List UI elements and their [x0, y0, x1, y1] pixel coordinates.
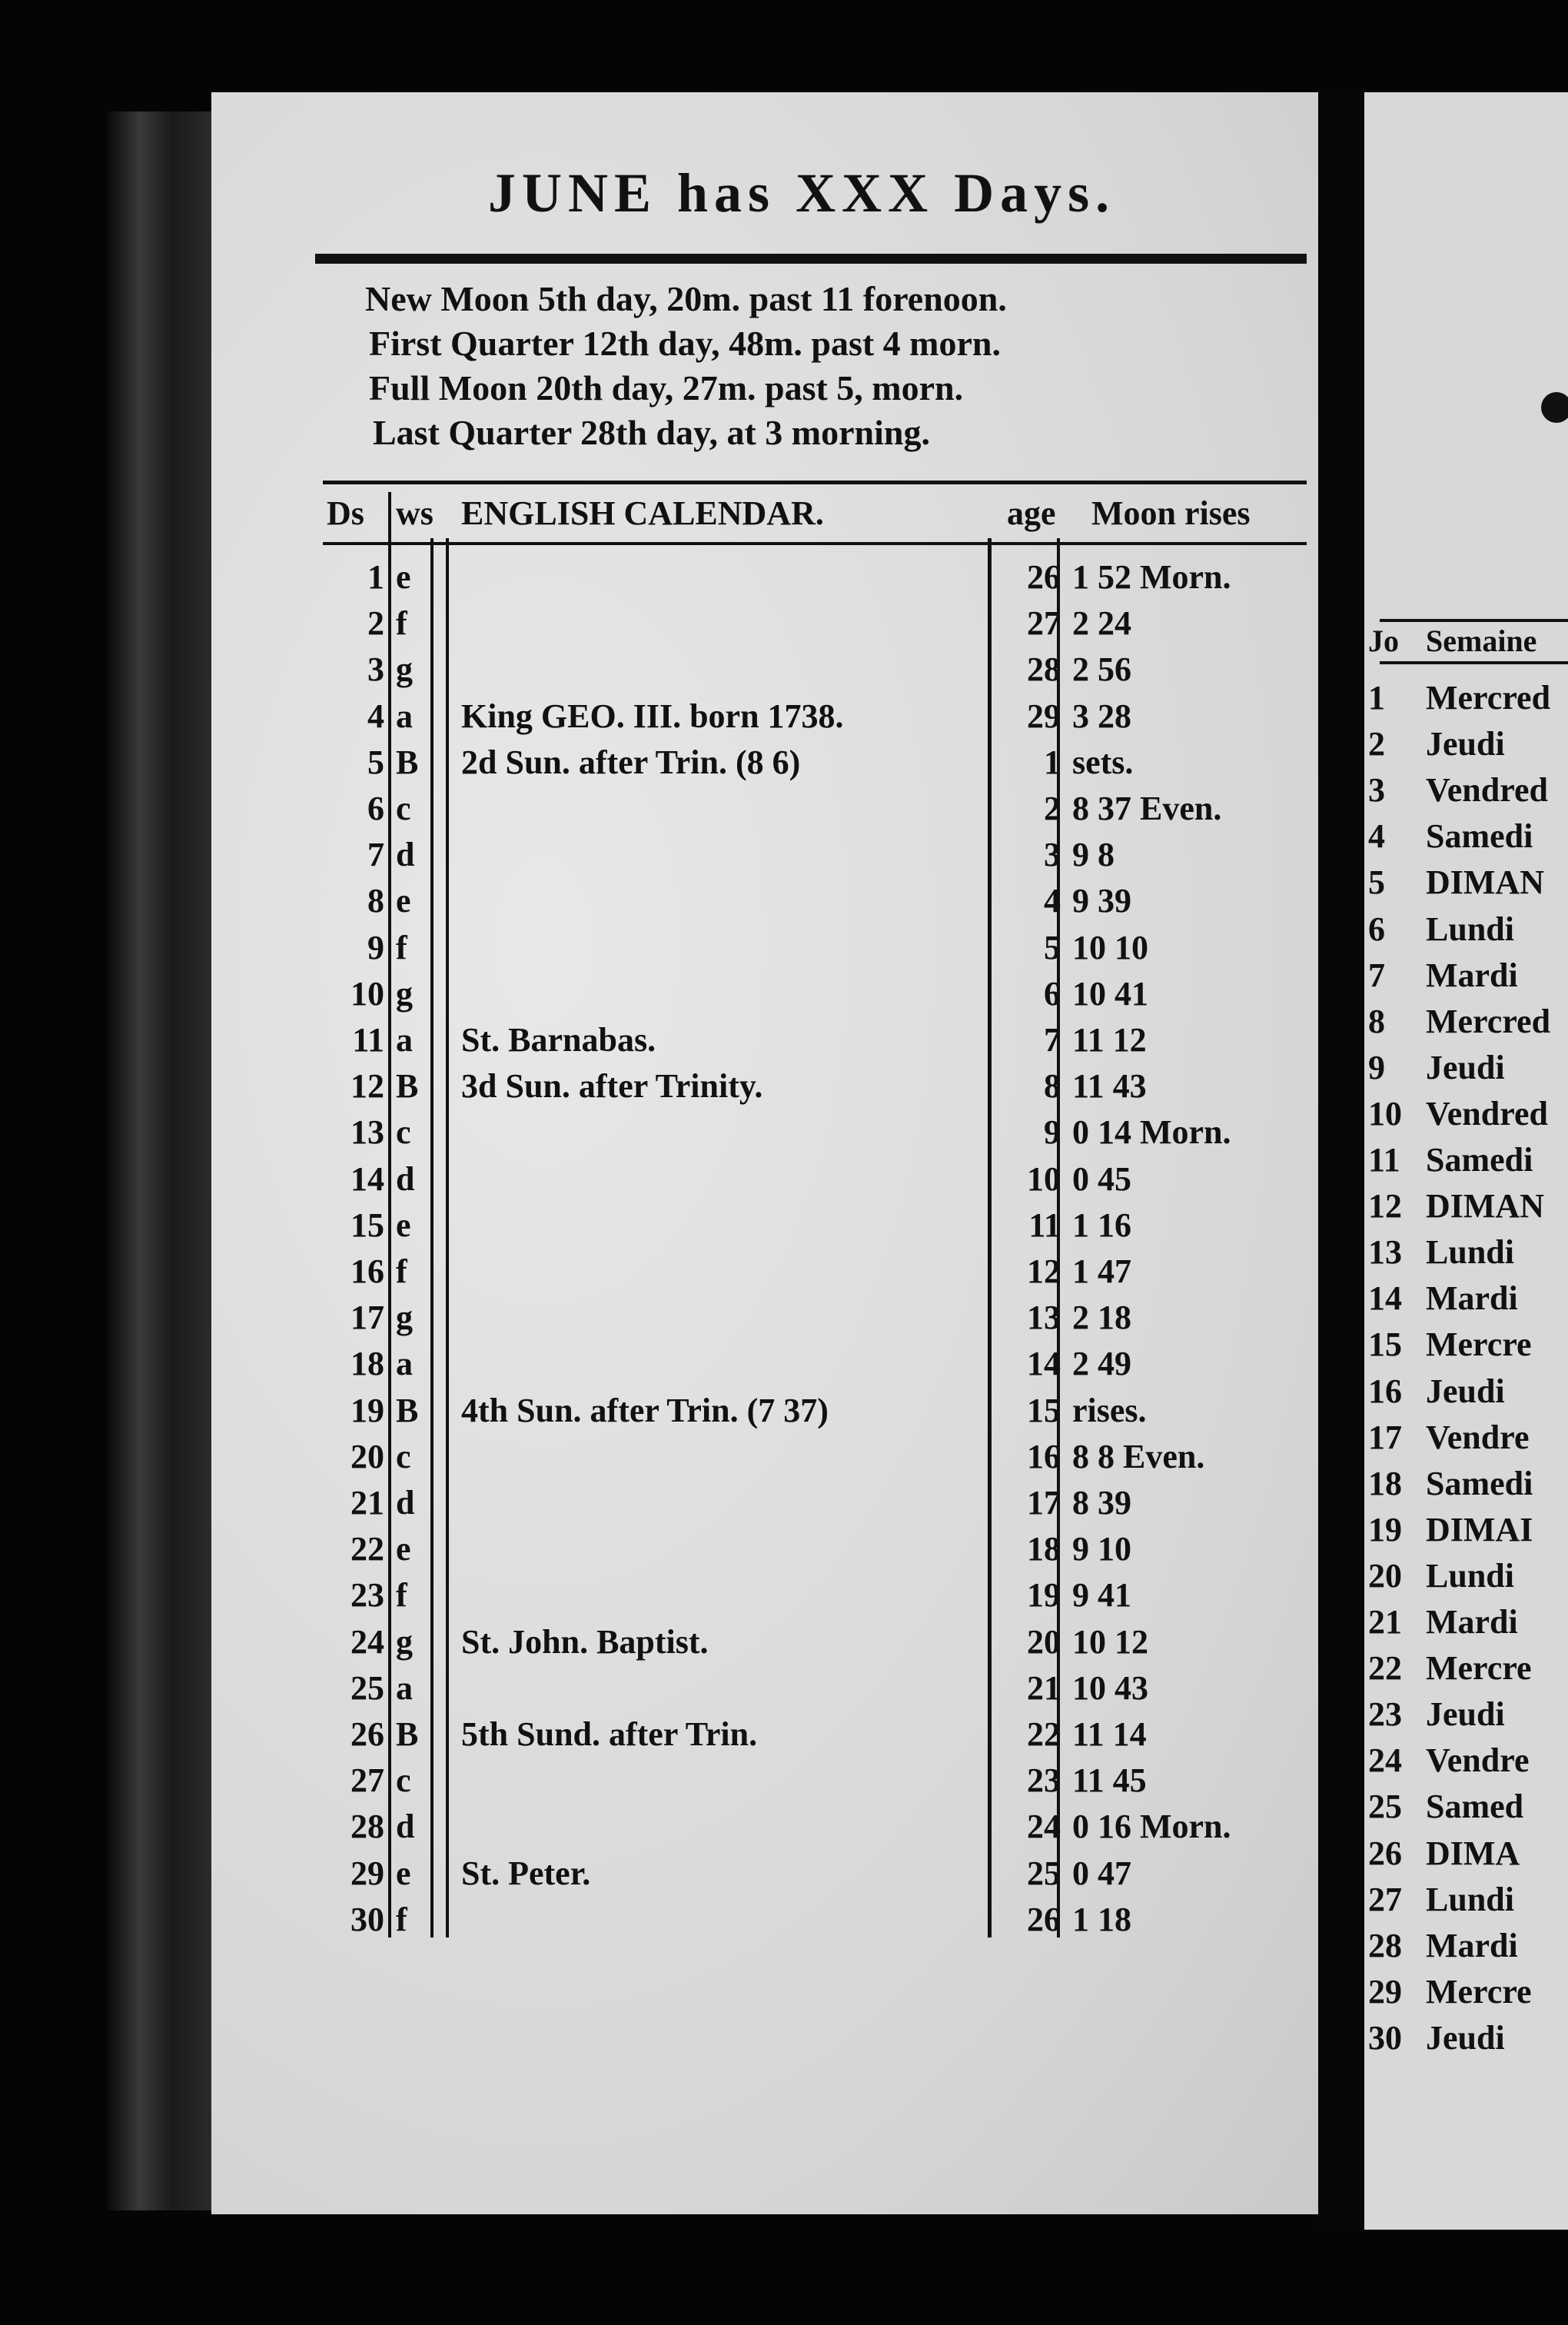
day-number: 9 [367, 928, 384, 966]
right-page-day-number: 17 [1368, 1418, 1402, 1456]
moon-rises: 9 41 [1072, 1576, 1131, 1615]
moon-age: 9 [1044, 1113, 1061, 1152]
header-days: Ds [327, 494, 364, 532]
day-number: 8 [367, 882, 384, 920]
day-number: 11 [352, 1021, 384, 1059]
week-letter: a [396, 1345, 413, 1383]
moon-age: 7 [1044, 1021, 1061, 1059]
moon-rises: 8 37 Even. [1072, 790, 1222, 827]
week-letter: g [396, 1622, 413, 1661]
moon-rises: 9 8 [1072, 836, 1115, 874]
calendar-row [0, 557, 1307, 604]
right-page-day-number: 26 [1368, 1834, 1402, 1872]
page-title: JUNE has XXX Days. [488, 162, 1116, 224]
calendar-event: St. Peter. [461, 1854, 591, 1892]
moon-age: 8 [1044, 1067, 1061, 1106]
moon-rises: 1 16 [1072, 1206, 1131, 1244]
day-number: 25 [350, 1668, 384, 1707]
right-page-weekday: Vendre [1426, 1418, 1530, 1456]
right-page-weekday: Lundi [1426, 1880, 1514, 1918]
right-page-weekday: Jeudi [1426, 1695, 1505, 1734]
moon-age: 14 [1027, 1345, 1061, 1383]
moon-rises: rises. [1072, 1391, 1147, 1429]
week-letter: B [396, 1715, 419, 1753]
calendar-row [0, 1575, 1307, 1622]
week-letter: e [396, 1530, 411, 1568]
moon-phase-full: Full Moon 20th day, 27m. past 5, morn. [369, 368, 964, 407]
right-page-day-number: 28 [1368, 1926, 1402, 1964]
moon-age: 22 [1027, 1715, 1061, 1753]
moon-age: 28 [1027, 650, 1061, 689]
day-number: 23 [350, 1576, 384, 1615]
day-number: 6 [367, 790, 384, 827]
right-page-header-rule [1380, 619, 1568, 622]
moon-age: 25 [1027, 1854, 1061, 1892]
right-page-day-number: 7 [1368, 956, 1385, 994]
right-page-weekday: Jeudi [1426, 1372, 1505, 1410]
week-letter: f [396, 1900, 407, 1938]
moon-rises: 8 39 [1072, 1484, 1131, 1522]
right-page-weekday: Jeudi [1426, 1048, 1505, 1086]
calendar-row [0, 1854, 1307, 1900]
moon-rises: 10 43 [1072, 1668, 1148, 1707]
moon-rises: 2 49 [1072, 1345, 1131, 1383]
day-number: 18 [350, 1345, 384, 1383]
right-page-day-number: 2 [1368, 725, 1385, 763]
moon-rises: sets. [1072, 743, 1134, 781]
week-letter: B [396, 1067, 419, 1106]
right-page-weekday: Mercre [1426, 1325, 1532, 1364]
moon-rises: 2 18 [1072, 1299, 1131, 1337]
right-page-weekday: DIMA [1426, 1834, 1520, 1872]
page-gutter [1318, 92, 1364, 2230]
week-letter: a [396, 697, 413, 735]
moon-age: 1 [1044, 743, 1061, 781]
moon-phase-last-quarter: Last Quarter 28th day, at 3 morning. [373, 413, 930, 452]
moon-age: 29 [1027, 697, 1061, 735]
week-letter: c [396, 1437, 411, 1475]
calendar-row [0, 697, 1307, 743]
right-page-day-number: 11 [1368, 1141, 1400, 1179]
week-letter: e [396, 882, 411, 920]
day-number: 15 [350, 1206, 384, 1244]
week-letter: a [396, 1021, 413, 1059]
moon-phase-first-quarter: First Quarter 12th day, 48m. past 4 morn. [369, 324, 1002, 363]
right-page-day-number: 23 [1368, 1695, 1402, 1734]
week-letter: e [396, 558, 411, 596]
right-page-weekday: Lundi [1426, 910, 1514, 948]
right-page-weekday: Jeudi [1426, 2018, 1505, 2057]
moon-rises: 10 10 [1072, 928, 1148, 966]
right-page-day-number: 18 [1368, 1464, 1402, 1502]
right-page-day-number: 25 [1368, 1788, 1402, 1826]
moon-age: 18 [1027, 1530, 1061, 1568]
week-letter: d [396, 1808, 415, 1846]
moon-rises: 0 14 Morn. [1072, 1113, 1231, 1152]
week-letter: B [396, 743, 419, 781]
right-page-day-number: 30 [1368, 2018, 1402, 2057]
day-number: 4 [367, 697, 384, 735]
moon-rises: 1 52 Morn. [1072, 558, 1231, 596]
right-page-weekday: Samedi [1426, 1464, 1533, 1502]
header-calendar: ENGLISH CALENDAR. [461, 494, 824, 532]
calendar-row [0, 1298, 1307, 1344]
moon-age: 4 [1044, 882, 1061, 920]
moon-rises: 11 45 [1072, 1761, 1147, 1800]
right-page-day-number: 15 [1368, 1325, 1402, 1364]
week-letter: f [396, 1576, 407, 1615]
day-number: 17 [350, 1299, 384, 1337]
day-number: 19 [350, 1391, 384, 1429]
right-page-day-number: 6 [1368, 910, 1385, 948]
moon-rises: 0 16 Morn. [1072, 1808, 1231, 1846]
moon-age: 6 [1044, 974, 1061, 1013]
right-page-day-number: 5 [1368, 863, 1385, 902]
moon-age: 26 [1027, 1900, 1061, 1938]
right-page-weekday: Samed [1426, 1788, 1524, 1826]
moon-rises: 11 43 [1072, 1067, 1147, 1106]
week-letter: d [396, 1484, 415, 1522]
calendar-row [0, 1113, 1307, 1159]
moon-age: 15 [1027, 1391, 1061, 1429]
calendar-event: King GEO. III. born 1738. [461, 697, 844, 735]
moon-rises: 10 41 [1072, 974, 1148, 1013]
moon-age: 3 [1044, 836, 1061, 874]
day-number: 2 [367, 604, 384, 643]
right-page-day-number: 4 [1368, 817, 1385, 856]
calendar-row [0, 1437, 1307, 1483]
moon-age: 21 [1027, 1668, 1061, 1707]
day-number: 5 [367, 743, 384, 781]
right-page-header-rule-bottom [1380, 661, 1568, 664]
week-letter: a [396, 1668, 413, 1707]
calendar-event: 4th Sun. after Trin. (7 37) [461, 1391, 829, 1429]
moon-age: 27 [1027, 604, 1061, 643]
moon-age: 24 [1027, 1808, 1061, 1846]
calendar-event: 2d Sun. after Trin. (8 6) [461, 743, 801, 781]
right-page-day-number: 3 [1368, 771, 1385, 810]
calendar-row [0, 743, 1307, 789]
right-page-day-number: 1 [1368, 679, 1385, 717]
calendar-row [0, 1066, 1307, 1113]
moon-rises: 3 28 [1072, 697, 1131, 735]
right-page-weekday: Lundi [1426, 1233, 1514, 1272]
right-page-day-number: 21 [1368, 1603, 1402, 1641]
week-letter: g [396, 650, 413, 689]
day-number: 27 [350, 1761, 384, 1800]
calendar-row [0, 1391, 1307, 1437]
day-number: 24 [350, 1622, 384, 1661]
right-page-weekday: Mercred [1426, 1002, 1551, 1040]
moon-rises: 0 45 [1072, 1159, 1131, 1198]
day-number: 1 [367, 558, 384, 596]
calendar-row [0, 1206, 1307, 1252]
header-moon: Moon rises [1091, 494, 1251, 532]
moon-rises: 1 18 [1072, 1900, 1131, 1938]
right-page-day-number: 22 [1368, 1649, 1402, 1688]
day-number: 10 [350, 974, 384, 1013]
week-letter: e [396, 1206, 411, 1244]
right-page-day-number: 8 [1368, 1002, 1385, 1040]
moon-rises: 2 56 [1072, 650, 1131, 689]
right-page-weekday: DIMAI [1426, 1510, 1533, 1548]
header-age: age [1007, 494, 1056, 532]
day-number: 16 [350, 1252, 384, 1290]
right-page-weekday: Vendred [1426, 1094, 1548, 1133]
calendar-row [0, 881, 1307, 927]
day-number: 29 [350, 1854, 384, 1892]
calendar-row [0, 1159, 1307, 1206]
week-letter: B [396, 1391, 419, 1429]
right-page-weekday: DIMAN [1426, 863, 1544, 902]
right-page-weekday: Mardi [1426, 1926, 1518, 1964]
right-page-weekday: Mercre [1426, 1649, 1532, 1688]
day-number: 20 [350, 1437, 384, 1475]
moon-age: 10 [1027, 1159, 1061, 1198]
right-page-day-number: 14 [1368, 1279, 1402, 1318]
week-letter: c [396, 1761, 411, 1800]
moon-age: 20 [1027, 1622, 1061, 1661]
moon-age: 26 [1027, 558, 1061, 596]
day-number: 12 [350, 1067, 384, 1106]
week-letter: g [396, 1299, 413, 1337]
calendar-row [0, 974, 1307, 1020]
moon-rises: 0 47 [1072, 1854, 1131, 1892]
moon-age: 2 [1044, 790, 1061, 827]
calendar-row [0, 1761, 1307, 1807]
right-page-weekday: Samedi [1426, 817, 1533, 856]
week-letter: g [396, 974, 413, 1013]
calendar-row [0, 835, 1307, 881]
day-number: 28 [350, 1808, 384, 1846]
day-number: 13 [350, 1113, 384, 1152]
week-letter: d [396, 1159, 415, 1198]
moon-rises: 2 24 [1072, 604, 1131, 643]
calendar-event: 3d Sun. after Trinity. [461, 1067, 763, 1106]
week-letter: c [396, 790, 411, 827]
calendar-row [0, 1900, 1307, 1946]
right-page-day-number: 19 [1368, 1510, 1402, 1548]
moon-phase-new: New Moon 5th day, 20m. past 11 forenoon. [365, 279, 1007, 318]
calendar-row [0, 1622, 1307, 1668]
right-page-day-number: 9 [1368, 1048, 1385, 1086]
week-letter: f [396, 1252, 407, 1290]
calendar-row [0, 604, 1307, 650]
calendar-row [0, 1252, 1307, 1298]
calendar-event: St. John. Baptist. [461, 1622, 709, 1661]
right-page-day-number: 13 [1368, 1233, 1402, 1272]
moon-rises: 11 12 [1072, 1021, 1147, 1059]
moon-rises: 1 47 [1072, 1252, 1131, 1290]
day-number: 14 [350, 1159, 384, 1198]
header-weeks: ws [396, 494, 434, 532]
moon-rises: 10 12 [1072, 1622, 1148, 1661]
calendar-row [0, 1483, 1307, 1529]
right-page-weekday: DIMAN [1426, 1187, 1544, 1226]
day-number: 26 [350, 1715, 384, 1753]
right-page-day-number: 29 [1368, 1972, 1402, 2011]
right-page-weekday: Samedi [1426, 1141, 1533, 1179]
calendar-event: 5th Sund. after Trin. [461, 1715, 758, 1753]
moon-age: 11 [1028, 1206, 1061, 1244]
calendar-event: St. Barnabas. [461, 1021, 656, 1059]
right-page-weekday: Mardi [1426, 1279, 1518, 1318]
day-number: 3 [367, 650, 384, 689]
calendar-row [0, 1529, 1307, 1575]
day-number: 7 [367, 836, 384, 874]
calendar-row [0, 1715, 1307, 1761]
moon-age: 19 [1027, 1576, 1061, 1615]
day-number: 22 [350, 1530, 384, 1568]
day-number: 21 [350, 1484, 384, 1522]
new-moon-symbol-icon [1541, 392, 1568, 423]
right-page-day-number: 24 [1368, 1741, 1402, 1780]
right-page-weekday: Vendre [1426, 1741, 1530, 1780]
day-number: 30 [350, 1900, 384, 1938]
phases-rule [323, 481, 1307, 484]
week-letter: c [396, 1113, 411, 1152]
moon-rises: 8 8 Even. [1072, 1437, 1205, 1475]
moon-age: 13 [1027, 1299, 1061, 1337]
week-letter: d [396, 836, 415, 874]
right-page-day-number: 20 [1368, 1556, 1402, 1595]
calendar-row [0, 1668, 1307, 1715]
right-page-weekday: Mardi [1426, 956, 1518, 994]
moon-age: 12 [1027, 1252, 1061, 1290]
right-page-day-number: 27 [1368, 1880, 1402, 1918]
right-page-day-number: 10 [1368, 1094, 1402, 1133]
right-page-weekday: Mercred [1426, 679, 1551, 717]
calendar-row [0, 650, 1307, 696]
right-page-weekday: Vendred [1426, 771, 1548, 810]
week-letter: f [396, 928, 407, 966]
moon-age: 23 [1027, 1761, 1061, 1800]
right-page-day-number: 16 [1368, 1372, 1402, 1410]
calendar-row [0, 1020, 1307, 1066]
moon-rises: 9 39 [1072, 882, 1131, 920]
right-page-weekday: Lundi [1426, 1556, 1514, 1595]
calendar-row [0, 789, 1307, 835]
calendar-row [0, 1344, 1307, 1390]
right-page-weekday: Mercre [1426, 1972, 1532, 2011]
moon-age: 17 [1027, 1484, 1061, 1522]
header-rule [323, 542, 1307, 545]
calendar-row [0, 928, 1307, 974]
right-page-day-number: 12 [1368, 1187, 1402, 1226]
moon-rises: 9 10 [1072, 1530, 1131, 1568]
right-page [1364, 92, 1568, 2230]
moon-age: 16 [1027, 1437, 1061, 1475]
right-page-header-num: Jo [1368, 624, 1399, 658]
title-rule [315, 254, 1307, 264]
moon-age: 5 [1044, 928, 1061, 966]
moon-phases [365, 277, 1007, 455]
week-letter: f [396, 604, 407, 643]
right-page-weekday: Jeudi [1426, 725, 1505, 763]
moon-rises: 11 14 [1072, 1715, 1147, 1753]
week-letter: e [396, 1854, 411, 1892]
right-page-weekday: Mardi [1426, 1603, 1518, 1641]
right-page-header-label: Semaine [1426, 624, 1537, 658]
calendar-row [0, 1807, 1307, 1853]
